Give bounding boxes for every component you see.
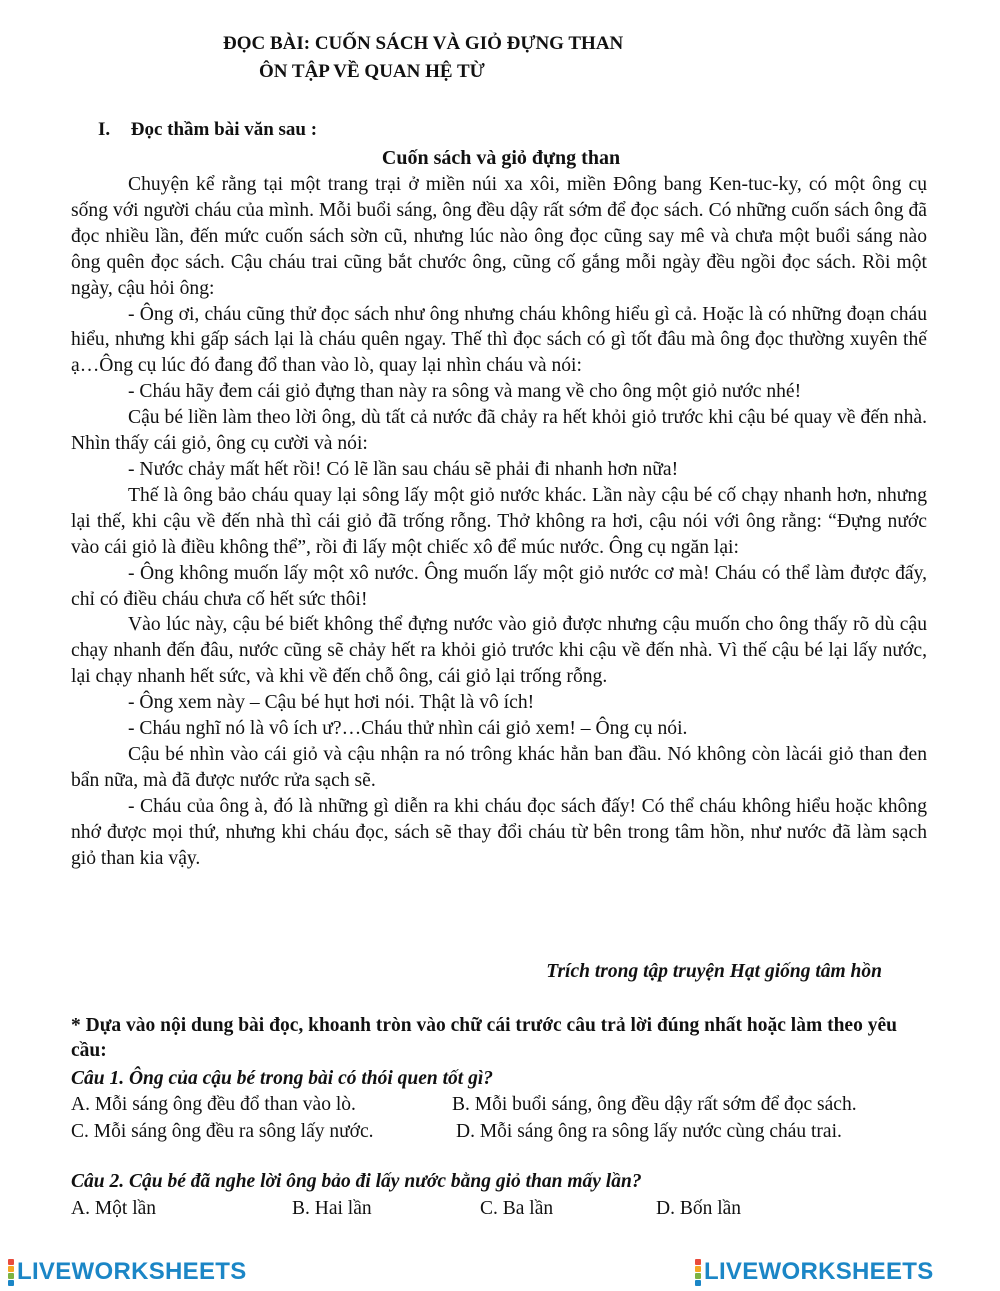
story-paragraph: - Cháu nghĩ nó là vô ích ư?…Cháu thử nhìn cái giỏ xem! – Ông cụ nói. <box>128 718 688 740</box>
story-paragraph: Vào lúc này, cậu bé biết không thể đựng nước vào giỏ được nhưng cậu muốn cho ông thấy rõ dù cậu chạy nhanh đến đâu, nước cũng sẽ chảy hết ra khỏi giỏ trước khi cậu về đến nhà. Vì thế cậu bé lại lấy nước, lại chạy nhanh hết sức, và khi về đến chỗ ông, cái giỏ lại trống rỗng. <box>71 614 927 688</box>
answer-option-2b[interactable]: B. Hai lần <box>292 1198 372 1219</box>
liveworksheets-logo-left <box>8 1254 247 1290</box>
worksheet-subtitle: ÔN TẬP VỀ QUAN HỆ TỪ <box>259 61 485 82</box>
story-title: Cuốn sách và giỏ đựng than <box>381 147 621 169</box>
answer-option-1c[interactable]: C. Mỗi sáng ông đều ra sông lấy nước. <box>71 1121 374 1142</box>
section-heading <box>98 119 317 141</box>
story-paragraph: - Cháu của ông à, đó là những gì diễn ra khi cháu đọc sách đấy! Có thể cháu không hiểu hoặc không nhớ được mọi thứ, nhưng khi cháu đọc, sách sẽ thay đổi cháu từ bên trong tâm hồn, như nước đã làm sạch giỏ than kia vậy. <box>71 795 927 869</box>
story-paragraph: - Cháu hãy đem cái giỏ đựng than này ra sông và mang về cho ông một giỏ nước nhé! <box>128 381 802 403</box>
logo-blocks-icon <box>695 1259 701 1286</box>
answer-option-2a[interactable]: A. Một lần <box>71 1198 157 1219</box>
answer-option-2d[interactable]: D. Bốn lần <box>656 1198 742 1219</box>
logo-blocks-icon <box>8 1259 14 1286</box>
story-paragraph: - Ông xem này – Cậu bé hụt hơi nói. Thật là vô ích! <box>128 692 535 714</box>
worksheet-title: ĐỌC BÀI: CUỐN SÁCH VÀ GIỎ ĐỰNG THAN <box>223 33 624 54</box>
answer-option-1a[interactable]: A. Mỗi sáng ông đều đổ than vào lò. <box>71 1094 356 1115</box>
instruction-text: * Dựa vào nội dung bài đọc, khoanh tròn vào chữ cái trước câu trả lời đúng nhất hoặc làm theo yêu cầu: <box>71 1015 897 1061</box>
story-paragraph: - Nước chảy mất hết rồi! Có lẽ lần sau cháu sẽ phải đi nhanh hơn nữa! <box>128 458 679 480</box>
story-paragraph: Thế là ông bảo cháu quay lại sông lấy một giỏ nước khác. Lần này cậu bé cố chạy nhanh hơn, nhưng lại thế, khi cậu về đến nhà thì cái giỏ đã trống rỗng. Thở không ra hơi, cậu nói với ông rằng: “Đựng nước vào cái giỏ là điều không thể”, rồi đi lấy một chiếc xô để múc nước. Ông cụ ngăn lại: <box>71 484 927 558</box>
story-paragraph: Chuyện kể rằng tại một trang trại ở miền núi xa xôi, miền Đông bang Ken-tuc-ky, có một ông cụ sống với người cháu của mình. Mỗi buổi sáng, ông đều dậy rất sớm để đọc sách. Có những cuốn sách ông đã đọc nhiều lần, đến mức cuốn sách sờn cũ, nhưng lúc nào ông đọc cũng say mê và chưa một buổi sáng nào ông quên đọc sách. Cậu cháu trai cũng bắt chước ông, cũng cố gắng mỗi ngày đều ngồi đọc sách. Rồi một ngày, cậu hỏi ông: <box>71 174 927 299</box>
story-paragraph: - Ông không muốn lấy một xô nước. Ông muốn lấy một giỏ nước cơ mà! Cháu có thể làm được đấy, chỉ có điều cháu chưa cố hết sức thôi! <box>71 562 927 610</box>
answer-option-1d[interactable]: D. Mỗi sáng ông ra sông lấy nước cùng cháu trai. <box>456 1121 842 1142</box>
answer-option-1b[interactable]: B. Mỗi buổi sáng, ông đều dậy rất sớm để đọc sách. <box>452 1094 857 1115</box>
story-paragraph: - Ông ơi, cháu cũng thử đọc sách như ông nhưng cháu không hiểu gì cả. Hoặc là có những đoạn cháu hiểu, nhưng khi gấp sách lại là cháu quên ngay. Thế thì đọc sách có gì tốt đâu mà ông đọc thường xuyên thế ạ…Ông cụ lúc đó đang đổ than vào lò, quay lại nhìn cháu và nói: <box>71 303 927 377</box>
answer-option-2c[interactable]: C. Ba lần <box>480 1198 554 1219</box>
section-heading-text: Đọc thầm bài văn sau : <box>130 119 318 140</box>
story-paragraph: Cậu bé nhìn vào cái giỏ và cậu nhận ra nó trông khác hẳn ban đầu. Nó không còn làcái giỏ than đen bẩn nữa, mà đã được nước rửa sạch sẽ. <box>71 743 927 791</box>
story-source: Trích trong tập truyện Hạt giống tâm hồn <box>546 961 882 982</box>
logo-text: LIVEWORKSHEETS <box>17 1258 247 1285</box>
question-2: Câu 2. Cậu bé đã nghe lời ông bảo đi lấy nước bằng giỏ than mấy lần? <box>71 1171 642 1192</box>
story-body <box>71 172 927 871</box>
story-paragraph: Cậu bé liền làm theo lời ông, dù tất cả nước đã chảy ra hết khỏi giỏ trước khi cậu bé quay về đến nhà. Nhìn thấy cái giỏ, ông cụ cười và nói: <box>71 407 927 455</box>
section-number: I. <box>98 119 111 140</box>
question-1: Câu 1. Ông của cậu bé trong bài có thói quen tốt gì? <box>71 1068 494 1089</box>
liveworksheets-logo-right <box>695 1254 934 1290</box>
logo-text: LIVEWORKSHEETS <box>704 1258 934 1285</box>
